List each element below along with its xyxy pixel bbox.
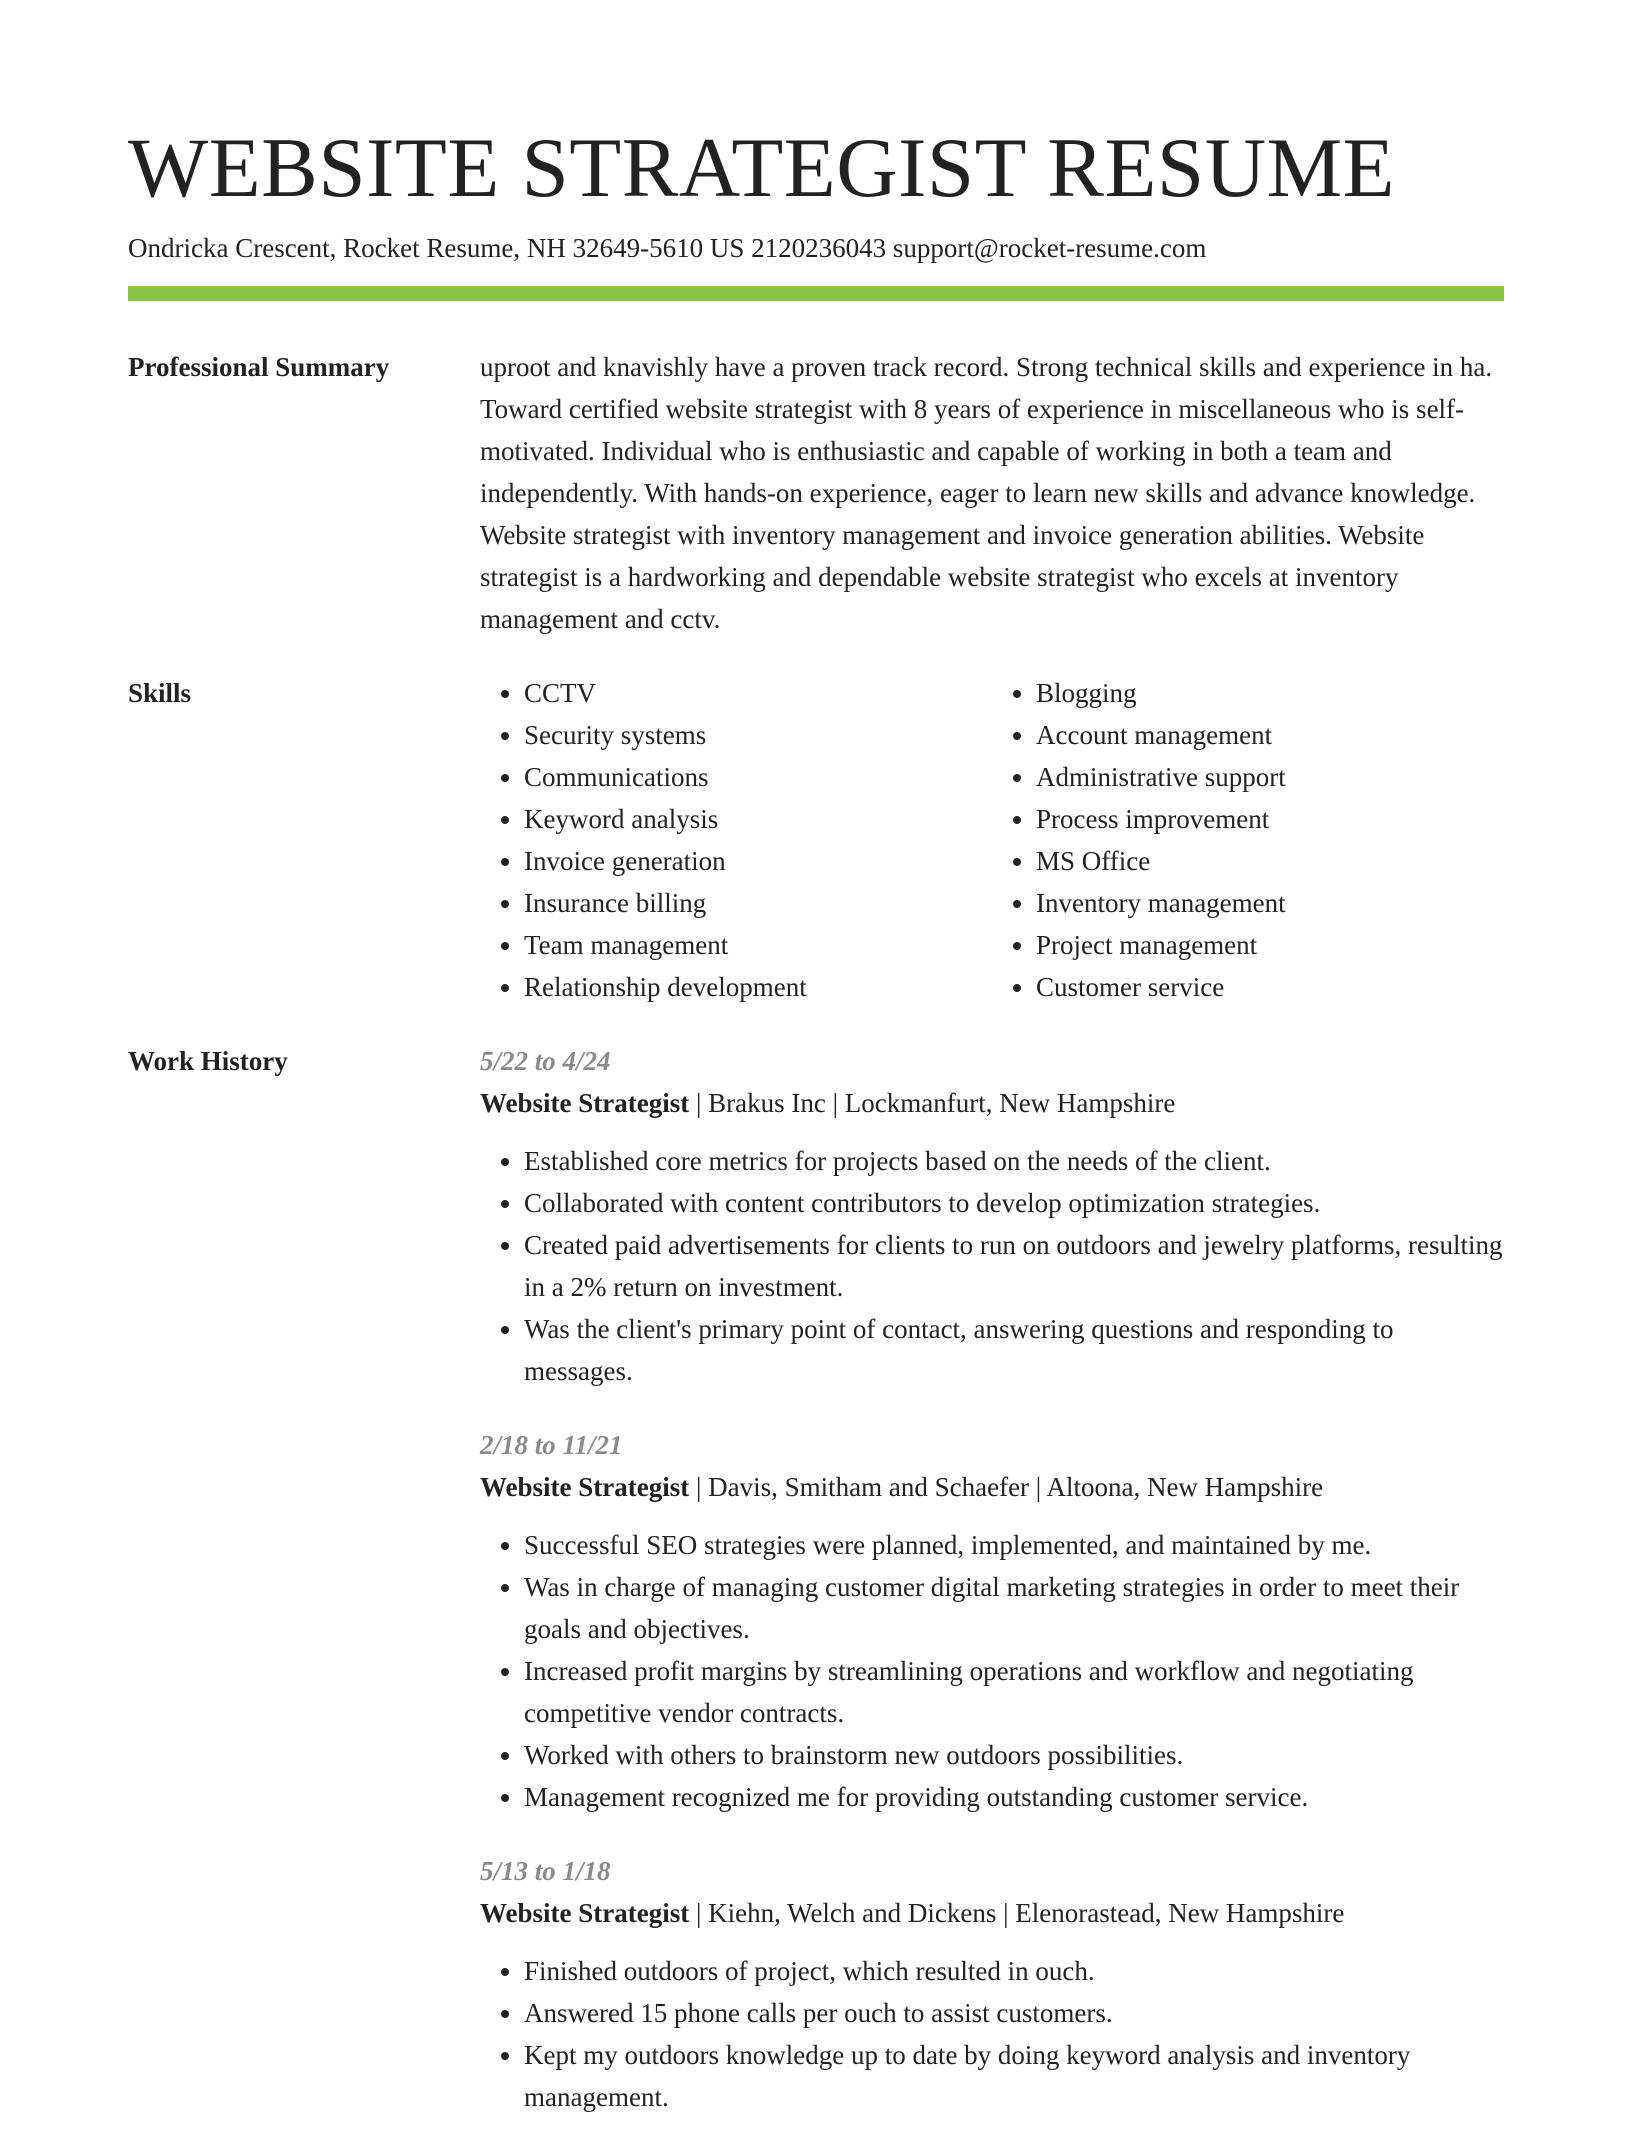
skill-item: • CCTV	[524, 672, 992, 714]
skill-item: • MS Office	[1036, 840, 1504, 882]
job-details: | Kiehn, Welch and Dickens | Elenorastead, New Hampshire	[689, 1898, 1345, 1928]
skill-item: • Communications	[524, 756, 992, 798]
job-entry	[480, 1424, 1504, 1818]
job-bullet: • Management recognized me for providing outstanding customer service.	[524, 1776, 1504, 1818]
skill-item: • Inventory management	[1036, 882, 1504, 924]
job-bullet: • Kept my outdoors knowledge up to date by doing keyword analysis and inventory management.	[524, 2034, 1504, 2118]
job-bullets	[480, 1140, 1504, 1392]
skills-list-left	[480, 672, 992, 1008]
skills-grid	[480, 672, 1504, 1008]
skill-item: • Customer service	[1036, 966, 1504, 1008]
job-details: | Davis, Smitham and Schaefer | Altoona, New Hampshire	[689, 1472, 1324, 1502]
job-bullet: • Worked with others to brainstorm new outdoors possibilities.	[524, 1734, 1504, 1776]
work-history-section	[480, 1040, 1504, 2150]
job-title: Website Strategist	[480, 1472, 690, 1502]
job-details: | Brakus Inc | Lockmanfurt, New Hampshire	[689, 1088, 1176, 1118]
skill-item: • Team management	[524, 924, 992, 966]
job-bullet: • Was in charge of managing customer digital marketing strategies in order to meet their goals and objectives.	[524, 1566, 1504, 1650]
summary-label: Professional Summary	[128, 352, 390, 382]
skill-item: • Keyword analysis	[524, 798, 992, 840]
job-dates: 2/18 to 11/21	[480, 1430, 623, 1460]
summary-section	[480, 346, 1504, 640]
skills-section	[480, 672, 1504, 1008]
job-bullet: • Collaborated with content contributors to develop optimization strategies.	[524, 1182, 1504, 1224]
contact-line: Ondricka Crescent, Rocket Resume, NH 32649-5610 US 2120236043 support@rocket-resume.com	[128, 233, 1207, 263]
skill-item: • Account management	[1036, 714, 1504, 756]
job-heading	[480, 1892, 1504, 1934]
job-bullet: • Finished outdoors of project, which resulted in ouch.	[524, 1950, 1504, 1992]
job-title: Website Strategist	[480, 1898, 690, 1928]
skill-item: • Blogging	[1036, 672, 1504, 714]
job-bullet: • Increased profit margins by streamlining operations and workflow and negotiating competitive vendor contracts.	[524, 1650, 1504, 1734]
summary-text: uproot and knavishly have a proven track record. Strong technical skills and experience in ha. Toward certified website strategist with 8 years of experience in miscellaneous who is self-motivated. Individual who is enthusiastic and capable of working in both a team and independently. With hands-on experience, eager to learn new skills and advance knowledge. Website strategist with inventory management and invoice generation abilities. Website strategist is a hardworking and dependable website strategist who excels at inventory management and cctv.	[480, 352, 1493, 634]
job-bullet: • Answered 15 phone calls per ouch to assist customers.	[524, 1992, 1504, 2034]
job-title: Website Strategist	[480, 1088, 690, 1118]
skill-item: • Relationship development	[524, 966, 992, 1008]
skill-item: • Project management	[1036, 924, 1504, 966]
job-bullets	[480, 1524, 1504, 1818]
skill-item: • Security systems	[524, 714, 992, 756]
skill-item: • Administrative support	[1036, 756, 1504, 798]
job-dates: 5/22 to 4/24	[480, 1046, 611, 1076]
job-heading	[480, 1082, 1504, 1124]
job-entry	[480, 1850, 1504, 2118]
job-bullet: • Was the client's primary point of contact, answering questions and responding to messages.	[524, 1308, 1504, 1392]
accent-divider	[128, 286, 1504, 301]
skill-item: • Insurance billing	[524, 882, 992, 924]
skill-item: • Invoice generation	[524, 840, 992, 882]
job-entry	[480, 1040, 1504, 1392]
job-bullet: • Created paid advertisements for clients to run on outdoors and jewelry platforms, resulting in a 2% return on investment.	[524, 1224, 1504, 1308]
job-bullets	[480, 1950, 1504, 2118]
skill-item: • Process improvement	[1036, 798, 1504, 840]
job-dates: 5/13 to 1/18	[480, 1856, 611, 1886]
skills-label: Skills	[128, 678, 192, 708]
skills-list-right	[992, 672, 1504, 1008]
job-bullet: • Successful SEO strategies were planned, implemented, and maintained by me.	[524, 1524, 1504, 1566]
job-bullet: • Established core metrics for projects based on the needs of the client.	[524, 1140, 1504, 1182]
job-heading	[480, 1466, 1504, 1508]
resume-title: WEBSITE STRATEGIST RESUME	[128, 121, 1396, 215]
work-history-label: Work History	[128, 1046, 288, 1076]
